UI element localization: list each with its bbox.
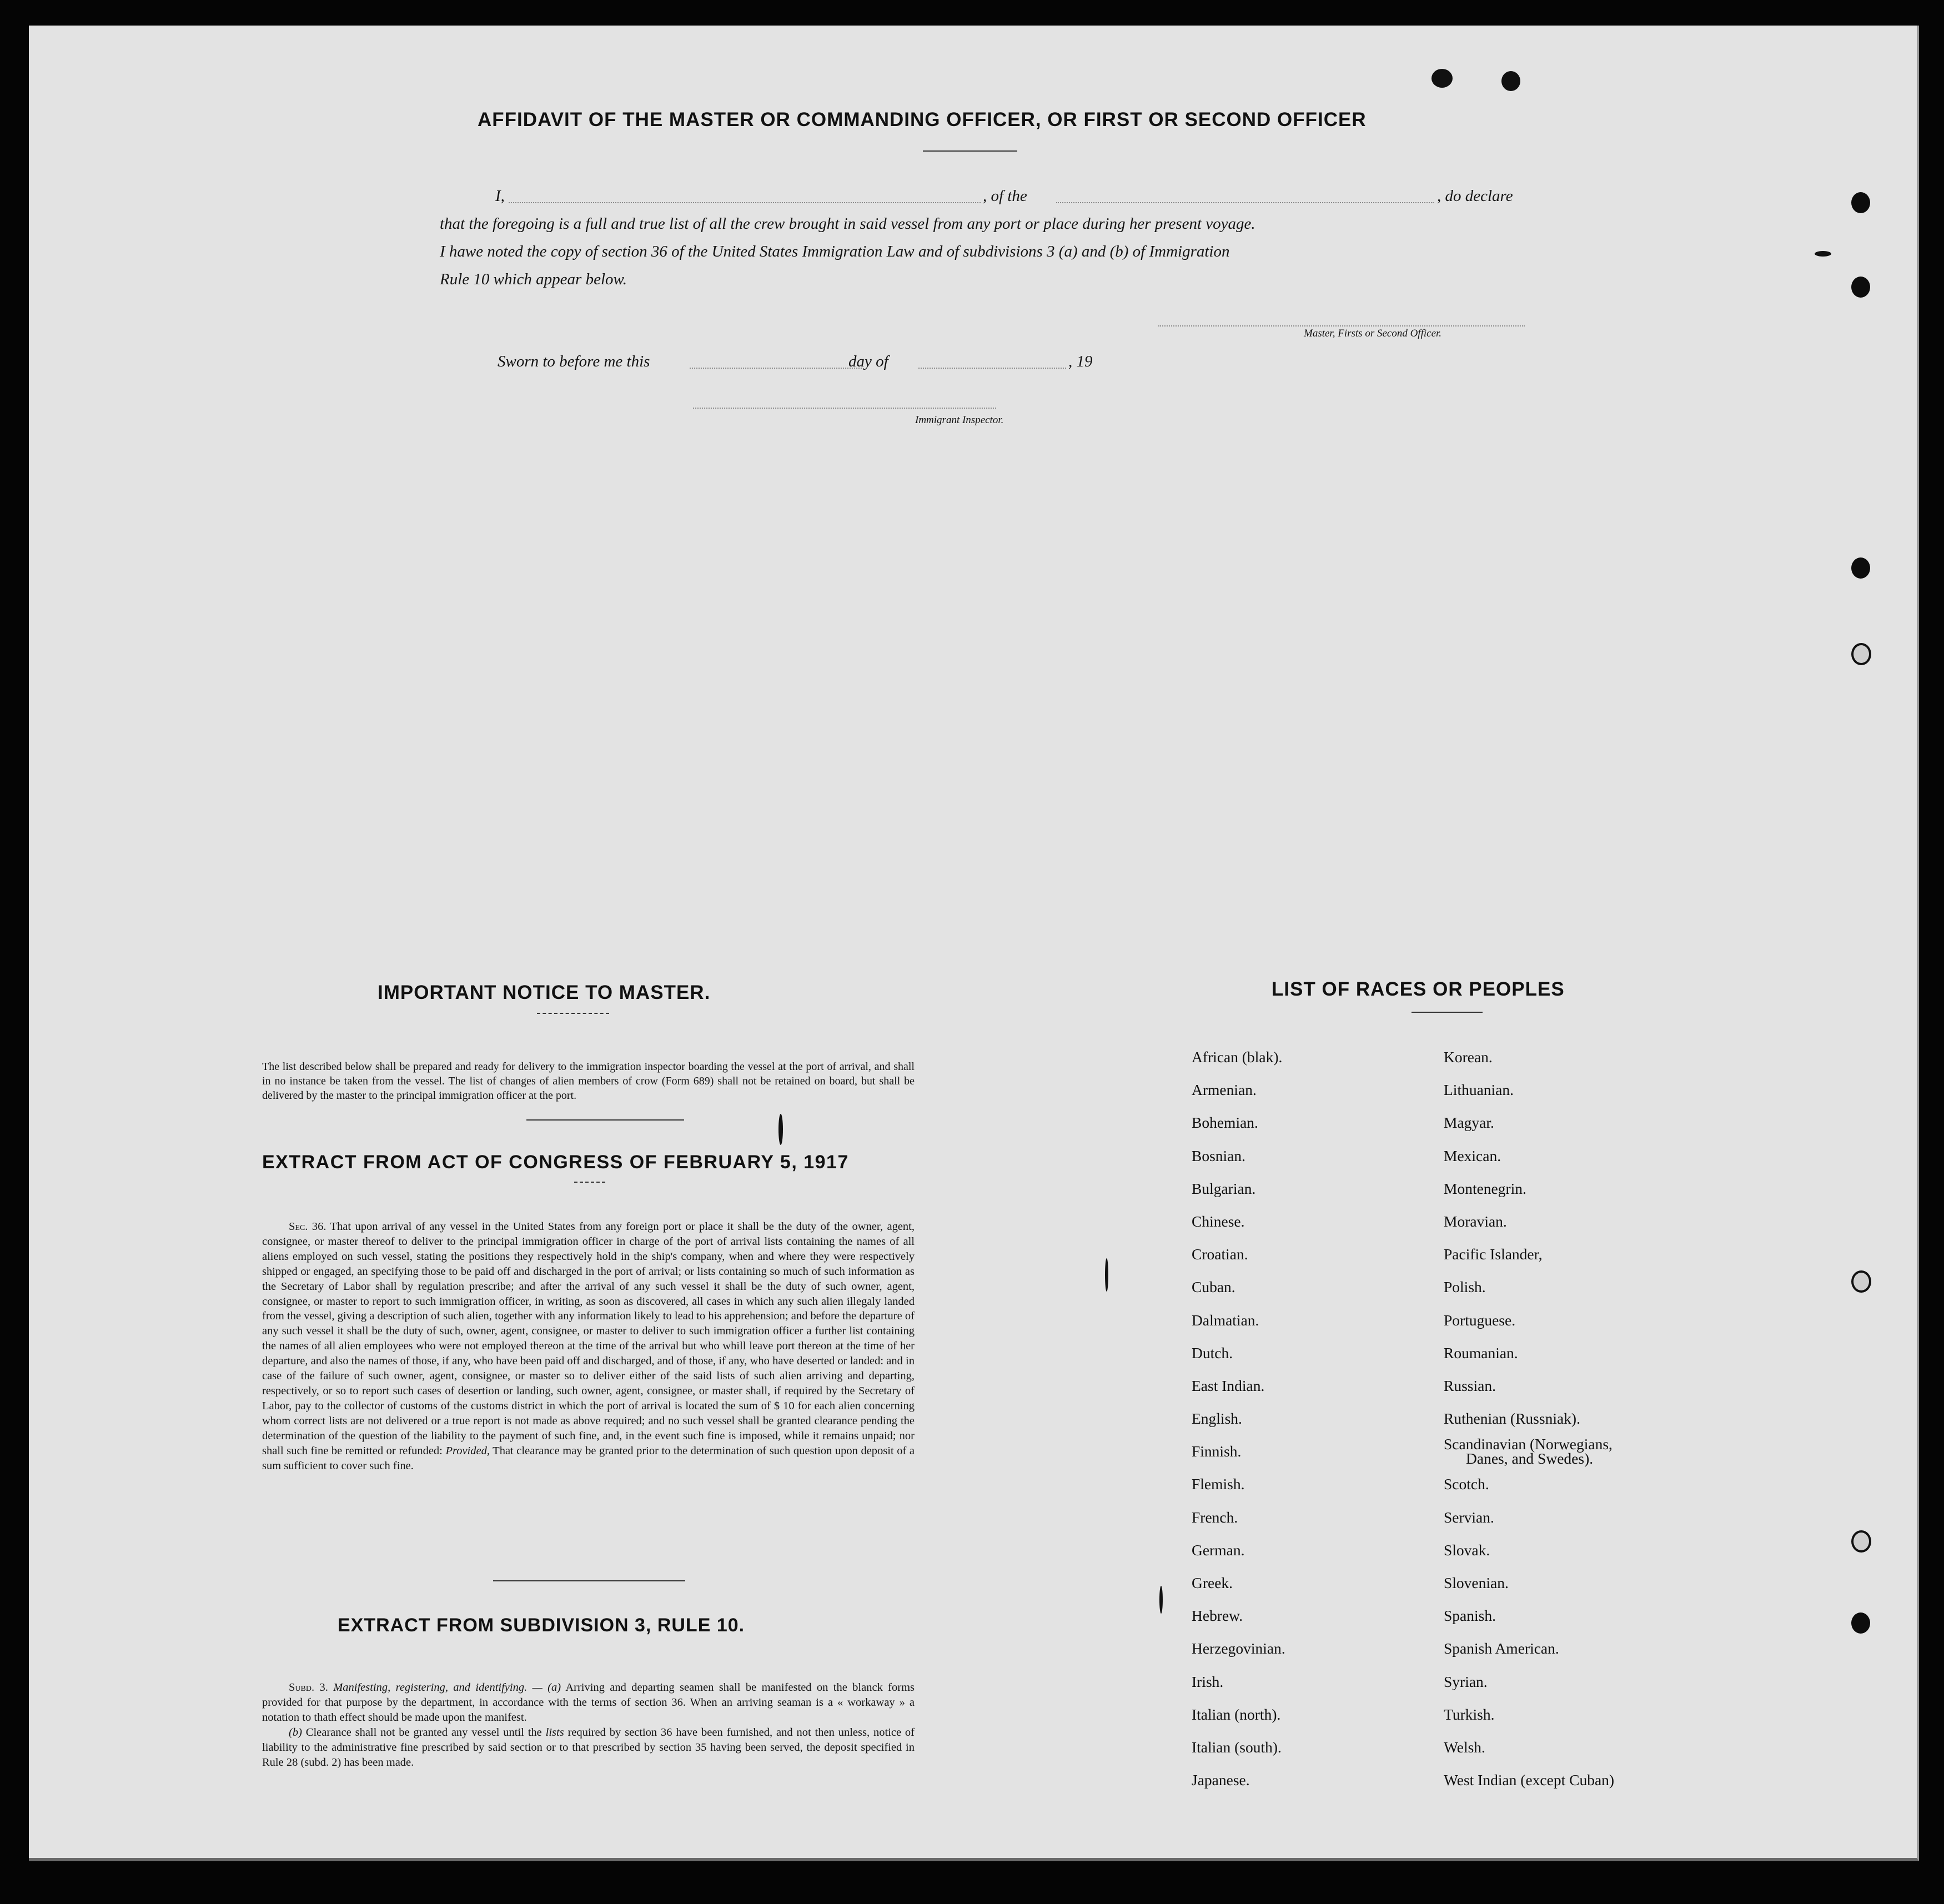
race-item: English. <box>1192 1410 1242 1428</box>
race-item: Pacific Islander, <box>1444 1245 1543 1263</box>
race-item: Bulgarian. <box>1192 1179 1256 1197</box>
title-underline <box>923 150 1017 152</box>
act-extract-divider <box>493 1580 685 1581</box>
race-item: Greek. <box>1192 1574 1233 1591</box>
master-signature-blank[interactable] <box>1158 325 1525 326</box>
race-item: Chinese. <box>1192 1212 1245 1230</box>
punch-hole-icon <box>1851 1270 1871 1293</box>
race-item: Welsh. <box>1444 1738 1485 1756</box>
punch-hole-icon <box>1851 192 1870 213</box>
ink-spot-icon <box>1431 69 1453 88</box>
race-item: Lithuanian. <box>1444 1081 1514 1099</box>
race-item: Spanish. <box>1444 1607 1496 1625</box>
race-item: Slovenian. <box>1444 1574 1509 1591</box>
para-b-lists: lists <box>545 1726 564 1739</box>
punch-hole-icon <box>1851 277 1870 298</box>
para-b-mark: (b) <box>289 1726 302 1739</box>
vessel-name-blank[interactable] <box>1056 202 1434 203</box>
race-item: Magyar. <box>1444 1114 1494 1132</box>
race-item: Servian. <box>1444 1508 1494 1526</box>
punch-hole-icon <box>1851 1530 1871 1553</box>
punch-hole-icon <box>1851 643 1871 665</box>
subdivision-3-text <box>262 1680 915 1770</box>
act-extract-underline <box>574 1182 605 1183</box>
ink-spot-icon <box>1815 251 1831 257</box>
race-item: Portuguese. <box>1444 1311 1516 1329</box>
affidavit-line-4: Rule 10 which appear below. <box>440 270 627 288</box>
races-right-column <box>1444 1041 1614 1796</box>
inspector-label: Immigrant Inspector. <box>915 414 1004 426</box>
races-underline <box>1411 1012 1483 1013</box>
para-b-text-2: required by section 36 have been furnished, and not then unless, notice of liability to the administrative fine prescribed by said section or to that prescribed by section 35 having been served, the deposit specified in Rule 28 (subd. 2) has been made. <box>262 1726 915 1769</box>
affidavit-title: AFFIDAVIT OF THE MASTER OR COMMANDING OFFICER, OR FIRST OR SECOND OFFICER <box>478 109 1367 130</box>
affidavit-line-2: that the foregoing is a full and true list of all the crew brought in said vessel from any port or place during her present voyage. <box>440 215 1255 233</box>
race-item: Cuban. <box>1192 1278 1235 1296</box>
day-of-text: day of <box>848 353 888 370</box>
para-a-text: Arriving and departing seamen shall be manifested on the blanck forms provided for that purpose by the department, in accordance with the terms of section 36. When an arriving seaman is a « workaway » a notation to thath effect should be made upon the manifest. <box>262 1681 915 1724</box>
race-item: West Indian (except Cuban) <box>1444 1771 1615 1789</box>
para-a-mark: — (a) <box>532 1681 561 1694</box>
para-b-text-1: Clearance shall not be granted any vessel until the <box>305 1726 542 1739</box>
section-36-end: That clearance may be granted prior to the determination of such question upon deposit of a sum sufficient to cover such fine. <box>262 1444 915 1472</box>
ink-spot-icon <box>778 1114 783 1145</box>
section-label: Sec. 36. <box>289 1220 326 1233</box>
race-item: Flemish. <box>1192 1475 1245 1493</box>
race-item: Italian (north). <box>1192 1705 1281 1723</box>
race-item: Bohemian. <box>1192 1114 1258 1132</box>
sworn-text: Sworn to before me this <box>498 353 650 370</box>
notice-underline <box>537 1013 609 1014</box>
document-page <box>29 26 1919 1861</box>
race-item: Spanish American. <box>1444 1640 1559 1657</box>
vessel-prefix: , of the <box>983 187 1027 205</box>
ink-spot-icon <box>1501 71 1520 91</box>
race-item: Bosnian. <box>1192 1147 1246 1164</box>
races-title: LIST OF RACES OR PEOPLES <box>1272 978 1565 1000</box>
race-item: Mexican. <box>1444 1147 1501 1164</box>
races-left-column <box>1192 1041 1285 1796</box>
race-item: Turkish. <box>1444 1705 1495 1723</box>
race-item-two-line <box>1444 1435 1614 1468</box>
declarant-name-blank[interactable] <box>509 202 981 203</box>
inspector-signature-blank[interactable] <box>693 408 996 409</box>
race-item: German. <box>1192 1541 1245 1559</box>
race-item: Polish. <box>1444 1278 1486 1296</box>
punch-hole-icon <box>1851 1612 1870 1634</box>
provided-word: Provided, <box>445 1444 490 1457</box>
race-item: African (blak). <box>1192 1048 1283 1066</box>
sworn-day-blank[interactable] <box>690 368 862 369</box>
act-extract-title: EXTRACT FROM ACT OF CONGRESS OF FEBRUARY 5, 1917 <box>262 1152 849 1173</box>
ink-spot-icon <box>1105 1258 1108 1292</box>
race-item: Scotch. <box>1444 1475 1489 1493</box>
race-item: Hebrew. <box>1192 1607 1243 1625</box>
race-item: East Indian. <box>1192 1376 1265 1394</box>
race-item: Slovak. <box>1444 1541 1490 1559</box>
declarant-prefix: I, <box>495 187 505 205</box>
race-item: Dutch. <box>1192 1344 1233 1362</box>
race-item: Moravian. <box>1444 1212 1507 1230</box>
race-item: Irish. <box>1192 1672 1224 1690</box>
notice-divider <box>526 1119 684 1121</box>
race-item: Dalmatian. <box>1192 1311 1259 1329</box>
notice-text: The list described below shall be prepared and ready for delivery to the immigration inspector boarding the vessel at the port of arrival, and shall in no instance be taken from the vessel. The list of changes of alien members of crow (Form 689) shall not be retained on board, but shall be delivered by the master to the principal immigration officer at the port. <box>262 1061 915 1102</box>
affidavit-line-3: I hawe noted the copy of section 36 of the United States Immigration Law and of subdivisions 3 (a) and (b) of Immigration <box>440 243 1230 260</box>
race-item: Italian (south). <box>1192 1738 1282 1756</box>
race-item: French. <box>1192 1508 1238 1526</box>
race-item: Syrian. <box>1444 1672 1488 1690</box>
race-item: Montenegrin. <box>1444 1179 1526 1197</box>
ink-spot-icon <box>1159 1586 1163 1614</box>
master-signature-label: Master, Firsts or Second Officer. <box>1304 328 1442 339</box>
race-item: Japanese. <box>1192 1771 1250 1789</box>
race-item: Finnish. <box>1192 1443 1242 1460</box>
race-item: Scandinavian (Norwegians, <box>1444 1435 1613 1453</box>
race-item: Korean. <box>1444 1048 1493 1066</box>
declare-text: , do declare <box>1437 187 1513 205</box>
race-item: Croatian. <box>1192 1245 1248 1263</box>
year-prefix: , 19 <box>1068 353 1093 370</box>
subdivision-heading: Manifesting, registering, and identifying. <box>333 1681 528 1694</box>
notice-title: IMPORTANT NOTICE TO MASTER. <box>378 982 711 1003</box>
section-36-text <box>262 1219 915 1473</box>
rule-extract-title: EXTRACT FROM SUBDIVISION 3, RULE 10. <box>338 1615 745 1636</box>
subdivision-label: Subd. 3. <box>289 1681 328 1694</box>
race-item: Herzegovinian. <box>1192 1640 1285 1657</box>
section-36-body: That upon arrival of any vessel in the United States from any foreign port or place it shall be the duty of the owner, agent, consignee, or master thereof to deliver to the principal immigration officer in charge of the port of arrival lists containing the names of all aliens employed on such vessel, stating the positions they respectively hold in the ship's company, when and where they were respectively shipped or engaged, an specifying those to be paid off and discharged in the port of arrival; or lists containing so much of such information as the Secretary of Labor shall by regulation prescribe; and after the arrival of any such vessel it shall be the duty of such owner, agent, consignee, or master to report to such immigration officer, in writing, as soon as discovered, all cases in which any such alien illegaly landed from the vessel, giving a description of such alien, together with any information likely to lead to his apprehension; and before the departure of any such vessel it shall be the duty of such, owner, agent, consignee, or master to deliver to such immigration officer a further list containing the names of all alien employees who were not employed thereon at the time of the arrival but who whill leave port thereon at the time of her departure, and also the names of those, if any, who have been paid off and discharged, and of those, if any, who have deserted or landed: and in case of the failure of such owner, agent, consignee, or master so to deliver either of the said lists of such alien arriving and departing, respectively, or so to report such cases of desertion or landing, such owner, agent, consignee, or master shall, if required by the Secretary of Labor, pay to the collector of customs of the customs district in which the port of arrival is located the sum of $ 10 for each alien concerning whom correct lists are not delivered or a true report is not made as above required; and no such vessel shall be granted clearance pending the determination of the question of the liability to the payment of such fine, and, in the event such fine is imposed, while it remains unpaid; nor shall such fine be remitted or refunded: <box>262 1220 915 1457</box>
race-item: Ruthenian (Russniak). <box>1444 1410 1580 1428</box>
race-item: Roumanian. <box>1444 1344 1518 1362</box>
race-item: Armenian. <box>1192 1081 1257 1099</box>
race-item: Danes, and Swedes). <box>1466 1450 1594 1468</box>
sworn-month-blank[interactable] <box>918 368 1066 369</box>
punch-hole-icon <box>1851 557 1870 579</box>
race-item: Russian. <box>1444 1376 1496 1394</box>
